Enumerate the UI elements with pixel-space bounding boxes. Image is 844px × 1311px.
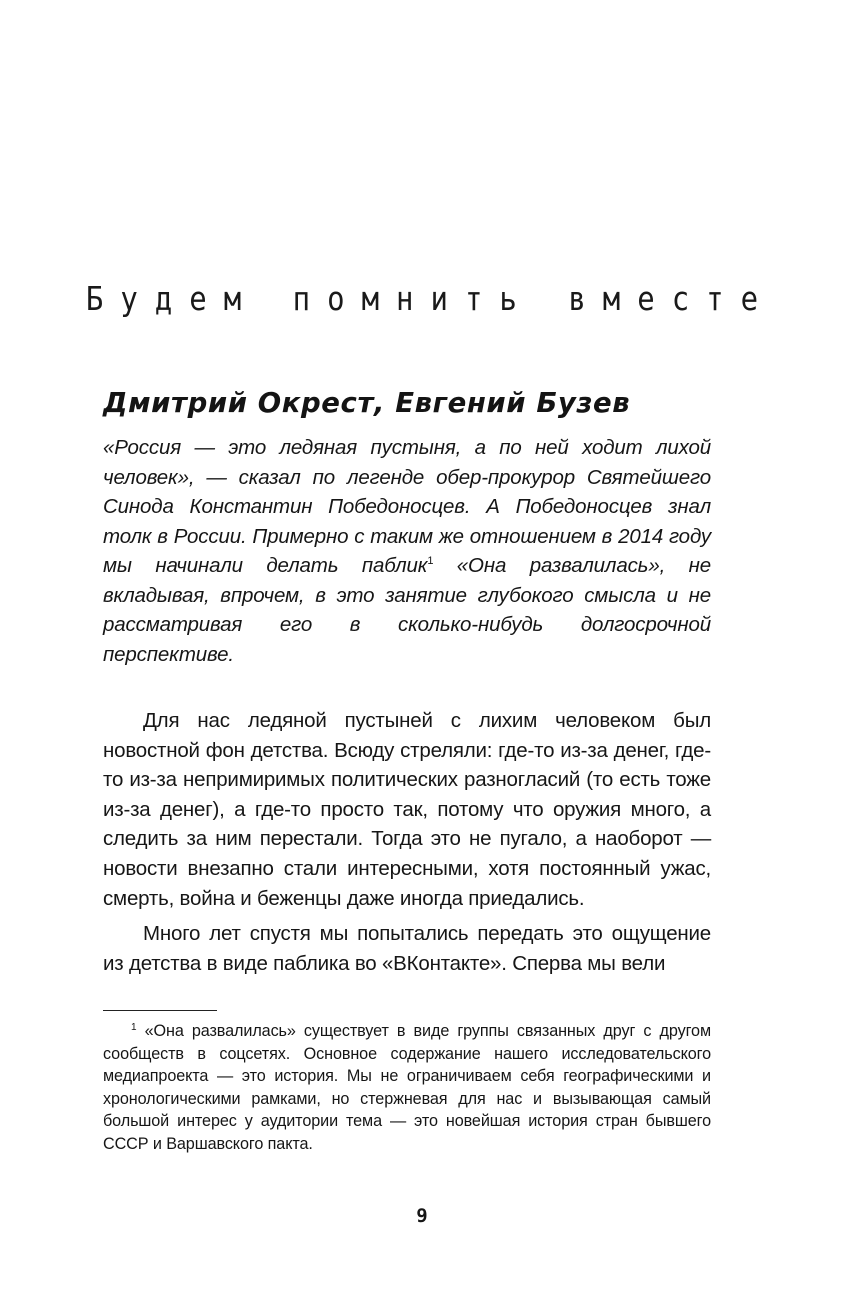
epigraph bbox=[103, 433, 711, 669]
footnote-text: «Она развалилась» существует в виде группы связанных друг с другом сообществ в соцсетях. Основное содержание нашего исследовательского медиапроекта — это история. Мы не ограничиваем себя географическими и хронологическими рамками, но стержневая для нас и вызывающая самый большой интерес у аудитории тема — это новейшая история стран бывшего СССР и Варшавского пакта. bbox=[103, 1022, 711, 1153]
chapter-authors: Дмитрий Окрест, Евгений Бузев bbox=[103, 387, 631, 419]
footnote bbox=[103, 1020, 711, 1155]
footnote-reference: 1 bbox=[427, 555, 434, 567]
page-number: 9 bbox=[416, 1205, 428, 1227]
footnote-marker: 1 bbox=[131, 1022, 137, 1033]
body-text bbox=[103, 706, 711, 984]
epigraph-text-continued: «Она развалилась», не вкладывая, впрочем, в это занятие глубокого смысла и не рассматривая его в сколько-нибудь долгосрочной перспективе. bbox=[103, 554, 711, 666]
paragraph: Много лет спустя мы попытались передать это ощущение из детства в виде паблика во «ВКонтакте». Сперва мы вели bbox=[103, 922, 711, 975]
chapter-title: Будем помнить вместе bbox=[85, 279, 776, 319]
footnote-divider bbox=[103, 1010, 217, 1011]
epigraph-text: «Россия — это ледяная пустыня, а по ней ходит лихой человек», — сказал по легенде обер-прокурор Святейшего Синода Константин Победоносцев. А Победоносцев знал толк в России. Примерно с таким же отношением в 2014 году мы начинали делать паблик bbox=[103, 436, 711, 577]
paragraph: Для нас ледяной пустыней с лихим человеком был новостной фон детства. Всюду стреляли: где-то из-за денег, где-то из-за непримиримых политических разногласий (то есть тоже из-за денег), а где-то просто так, потому что оружия много, а следить за ним перестали. Тогда это не пугало, а наоборот — новости внезапно стали интересными, хотя постоянный ужас, смерть, война и беженцы даже иногда приедались. bbox=[103, 709, 711, 910]
